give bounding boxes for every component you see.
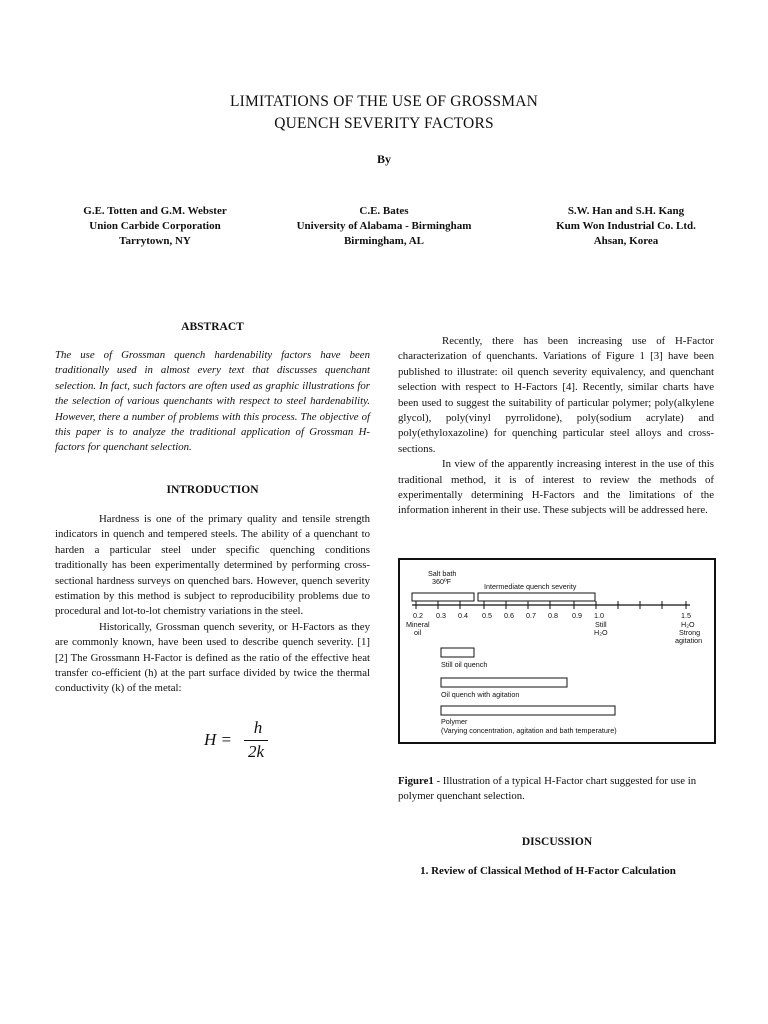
intro-paragraph-1: Hardness is one of the primary quality and tensile strength indicators in quench and tempered steels. The ability of a quenchant to harden a particular steel under specific quenching conditions traditionally has been experimentally determined by performing cross-sectional hardness surveys on quenched bars. However, quench severity estimation by this method is subject to reproducibility problems due to procedural and lot-to-lot chemistry variations in the steel. [55, 513, 370, 618]
author-location: Tarrytown, NY [119, 235, 191, 247]
title-line-2: QUENCH SEVERITY FACTORS [274, 115, 494, 132]
equation-lhs: H = [204, 730, 232, 749]
tick-label: 0.2 [413, 611, 423, 620]
tick-label: 1.5 [681, 611, 691, 620]
salt-bath-label: Salt bath [428, 569, 457, 578]
fraction-bar [244, 740, 268, 741]
intermediate-range-bar [478, 593, 595, 601]
tick-label: 0.5 [482, 611, 492, 620]
still-water-label: Still [595, 620, 607, 629]
abstract-text [55, 348, 370, 456]
introduction-heading: INTRODUCTION [166, 484, 259, 496]
figure-caption [398, 774, 716, 805]
author-block-1 [40, 204, 270, 249]
tick-label: 0.7 [526, 611, 536, 620]
h-factor-chart-svg [400, 560, 714, 742]
salt-bath-range-bar [412, 593, 474, 601]
mineral-oil-label-2: oil [414, 628, 422, 637]
tick-label: 0.6 [504, 611, 514, 620]
strong-agitation-label-2: Strong [679, 628, 701, 637]
strong-agitation-label: H₂O [681, 620, 695, 629]
polymer-bar [441, 706, 615, 715]
abstract-heading: ABSTRACT [181, 321, 244, 333]
tick-label: 0.3 [436, 611, 446, 620]
paper-title [0, 91, 768, 135]
discussion-heading: DISCUSSION [521, 836, 593, 848]
still-water-label-2: H₂O [594, 628, 608, 637]
still-oil-quench-label: Still oil quench [441, 660, 488, 669]
author-affiliation: University of Alabama - Birmingham [296, 220, 472, 232]
tick-label: 0.4 [458, 611, 468, 620]
author-block-3 [516, 204, 736, 249]
right-paragraph-1: Recently, there has been increasing use of H-Factor characterization of quenchants. Variations of Figure 1 [3] have been published to illustrate: oil quench severity equivalency, and quenchant selection with respect to H-Factors [4]. Recently, similar charts have been used to suggest the suitability of particular polymer; poly(alkylene glycol), poly(vinyl pyrrolidone), poly(sodium acrylate) and poly(ethyloxazoline) for quenching particular steel alloys and cross-sections. [398, 335, 714, 455]
tick-label: 1.0 [594, 611, 604, 620]
author-block-2 [264, 204, 504, 249]
intro-paragraph-2: Historically, Grossman quench severity, or H-Factors as they are commonly known, have been used to describe quench severity. [1] [2] The Grossmann H-Factor is defined as the ratio of the effective heat transfer co-efficient (h) at the part surface divided by twice the thermal conductivity (k) of the metal: [55, 620, 370, 695]
still-oil-quench-bar [441, 648, 474, 657]
oil-agitation-bar [441, 678, 567, 687]
author-names: S.W. Han and S.H. Kang [567, 205, 685, 217]
abstract-paragraph: The use of Grossman quench hardenability factors have been traditionally used in almost every text that discusses quenchant selection. In fact, such factors are often used as graphic illustrations for the selection of various quenchants with respect to steel hardenability. However, there a number of problems with this process. The objective of this paper is to analyze the traditional application of Grossman H-factors for quenchant selection. [55, 349, 370, 454]
author-names: C.E. Bates [359, 205, 409, 217]
strong-agitation-label-3: agitation [675, 636, 703, 645]
intermediate-severity-label: Intermediate quench severity [484, 582, 577, 591]
tick-label: 0.9 [572, 611, 582, 620]
h-factor-chart [398, 558, 716, 744]
by-line: By [376, 152, 391, 166]
salt-bath-temp: 360ºF [432, 577, 452, 586]
discussion-subheading: 1. Review of Classical Method of H-Factor Calculation [420, 865, 676, 877]
mineral-oil-label: Mineral [406, 620, 430, 629]
author-location: Ahsan, Korea [593, 235, 659, 247]
author-affiliation: Union Carbide Corporation [89, 220, 221, 232]
introduction-text [55, 512, 370, 697]
author-names: G.E. Totten and G.M. Webster [83, 205, 227, 217]
polymer-label: Polymer [441, 717, 468, 726]
author-affiliation: Kum Won Industrial Co. Ltd. [556, 220, 696, 232]
oil-agitation-label: Oil quench with agitation [441, 690, 520, 699]
equation-numerator: h [253, 718, 263, 737]
equation-denominator: 2k [247, 742, 265, 761]
tick-label: 0.8 [548, 611, 558, 620]
equation [200, 718, 320, 762]
author-location: Birmingham, AL [343, 235, 425, 247]
figure-label: Figure1 [398, 775, 434, 787]
right-paragraph-2: In view of the apparently increasing interest in the use of this traditional method, it is of interest to review the methods of experimentally determining H-Factors and the limitations of the information inherent in their use. These subjects will be addressed here. [398, 458, 714, 517]
right-column-text [398, 334, 714, 519]
polymer-description: (Varying concentration, agitation and bath temperature) [441, 726, 617, 735]
title-line-1: LIMITATIONS OF THE USE OF GROSSMAN [230, 93, 538, 110]
figure-caption-text: - Illustration of a typical H-Factor chart suggested for use in polymer quenchant selection. [398, 775, 697, 803]
